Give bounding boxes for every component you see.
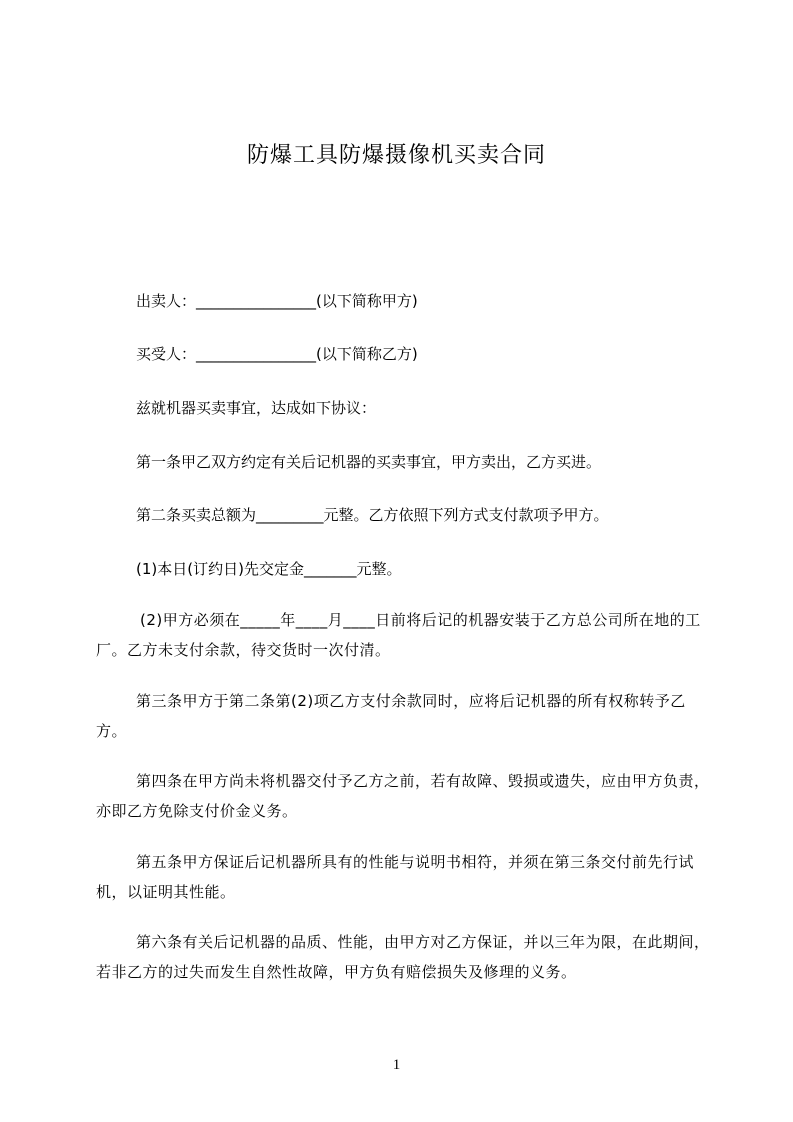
paragraph-article-3: 第三条甲方于第二条第(2)项乙方支付余款同时，应将后记机器的所有权称转予乙方。 bbox=[96, 692, 686, 740]
paragraph-item-2: (2)甲方必须在_____年____月____日前将后记的机器安装于乙方总公司所在地的工厂。乙方未支付余款，待交货时一次付清。 bbox=[96, 611, 701, 659]
paragraph-article-5: 第五条甲方保证后记机器所具有的性能与说明书相符，并须在第三条交付前先行试机，以证明其性能。 bbox=[96, 853, 695, 901]
paragraph-article-6: 第六条有关后记机器的品质、性能，由甲方对乙方保证，并以三年为限，在此期间，若非乙方的过失而发生自然性故障，甲方负有赔偿损失及修理的义务。 bbox=[96, 933, 710, 981]
paragraph-buyer: 买受人：________________(以下简称乙方) bbox=[136, 345, 418, 363]
paragraph-intro: 兹就机器买卖事宜，达成如下协议： bbox=[136, 399, 377, 417]
page-number: 1 bbox=[392, 1057, 401, 1073]
paragraph-seller: 出卖人：________________(以下简称甲方) bbox=[136, 292, 418, 310]
document-title: 防爆工具防爆摄像机买卖合同 bbox=[246, 143, 546, 168]
paragraph-article-1: 第一条甲乙双方约定有关后记机器的买卖事宜，甲方卖出，乙方买进。 bbox=[136, 453, 602, 471]
paragraph-item-1: (1)本日(订约日)先交定金_______元整。 bbox=[136, 560, 402, 578]
paragraph-article-4: 第四条在甲方尚未将机器交付予乙方之前，若有故障、毁损或遗失，应由甲方负责，亦即乙方免除支付价金义务。 bbox=[96, 772, 710, 820]
paragraph-article-2: 第二条买卖总额为_________元整。乙方依照下列方式支付款项予甲方。 bbox=[136, 506, 609, 524]
